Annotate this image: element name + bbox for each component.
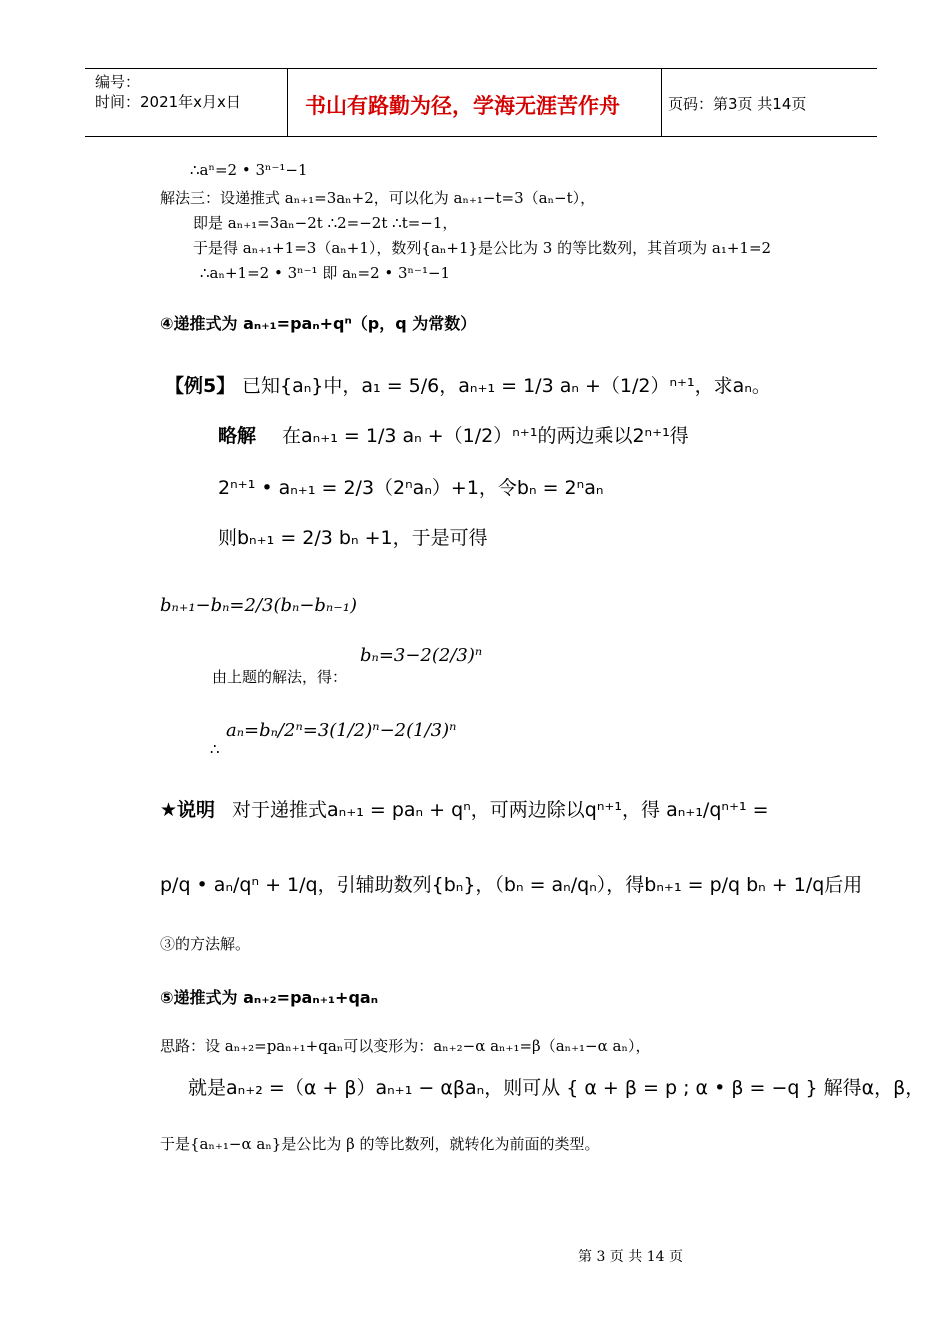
page-footer: 第 3 页 共 14 页 <box>578 1249 683 1265</box>
note-line-1: 对于递推式aₙ₊₁ = paₙ + qⁿ，可两边除以qⁿ⁺¹，得 aₙ₊₁/qⁿ⁺¹ = <box>232 799 769 821</box>
idea-line-3: 于是{aₙ₊₁−α aₙ}是公比为 β 的等比数列，就转化为前面的类型。 <box>160 1135 600 1153</box>
idea-line-1: 思路：设 aₙ₊₂=paₙ₊₁+qaₙ可以变形为：aₙ₊₂−α aₙ₊₁=β（aₙ₊₁−α aₙ）， <box>160 1037 651 1055</box>
equation-bn: bₙ=3−2(2/3)ⁿ <box>360 645 483 666</box>
idea-line-2: 就是aₙ₊₂ =（α + β）aₙ₊₁ − αβaₙ，则可从 { α + β = p ; α • β = −q } 解得α，β， <box>188 1077 925 1099</box>
solution-line-3: 则bₙ₊₁ = 2/3 bₙ +1，于是可得 <box>218 527 488 549</box>
method3-jishi: 即是 aₙ₊₁=3aₙ−2t ∴2=−2t ∴t=−1， <box>193 214 458 232</box>
therefore-symbol: ∴ <box>210 740 220 758</box>
doc-time-label: 时间：2021年x月x日 <box>95 93 241 111</box>
equation-b-recurrence: bₙ₊₁−bₙ=2/3(bₙ−bₙ₋₁) <box>160 595 357 616</box>
method3-result: ∴aₙ+1=2 • 3ⁿ⁻¹ 即 aₙ=2 • 3ⁿ⁻¹−1 <box>200 264 451 282</box>
note-line-3: ③的方法解。 <box>160 935 251 953</box>
solution-line-2: 2ⁿ⁺¹ • aₙ₊₁ = 2/3（2ⁿaₙ）+1，令bₙ = 2ⁿaₙ <box>218 477 604 499</box>
note-label: ★说明 <box>160 799 216 821</box>
heading-4: ④递推式为 aₙ₊₁=paₙ+qⁿ（p，q 为常数） <box>160 314 477 333</box>
solution-line-1: 在aₙ₊₁ = 1/3 aₙ +（1/2）ⁿ⁺¹的两边乘以2ⁿ⁺¹得 <box>282 425 689 447</box>
formula-line-1: ∴aⁿ=2 • 3ⁿ⁻¹−1 <box>190 161 308 179</box>
method3-line: 解法三：设递推式 aₙ₊₁=3aₙ+2，可以化为 aₙ₊₁−t=3（aₙ−t）， <box>160 189 596 207</box>
example5-text: 已知{aₙ}中，a₁ = 5/6，aₙ₊₁ = 1/3 aₙ +（1/2）ⁿ⁺¹，求aₙ。 <box>242 375 771 397</box>
heading-5: ⑤递推式为 aₙ₊₂=paₙ₊₁+qaₙ <box>160 988 379 1007</box>
from-previous-text: 由上题的解法，得： <box>212 668 348 686</box>
solution-label: 略解 <box>218 425 257 447</box>
equation-an: aₙ=bₙ/2ⁿ=3(1/2)ⁿ−2(1/3)ⁿ <box>226 720 457 741</box>
header-title: 书山有路勤为径，学海无涯苦作舟 <box>305 94 620 118</box>
method3-yushi: 于是得 aₙ₊₁+1=3（aₙ+1），数列{aₙ+1}是公比为 3 的等比数列，其首项为 a₁+1=2 <box>193 239 772 257</box>
doc-number-label: 编号： <box>95 73 141 91</box>
header-page-label: 页码：第3页 共14页 <box>668 95 807 113</box>
example5-label: 【例5】 <box>165 375 236 397</box>
note-line-2: p/q • aₙ/qⁿ + 1/q，引辅助数列{bₙ}，（bₙ = aₙ/qₙ），得bₙ₊₁ = p/q bₙ + 1/q后用 <box>160 874 863 896</box>
